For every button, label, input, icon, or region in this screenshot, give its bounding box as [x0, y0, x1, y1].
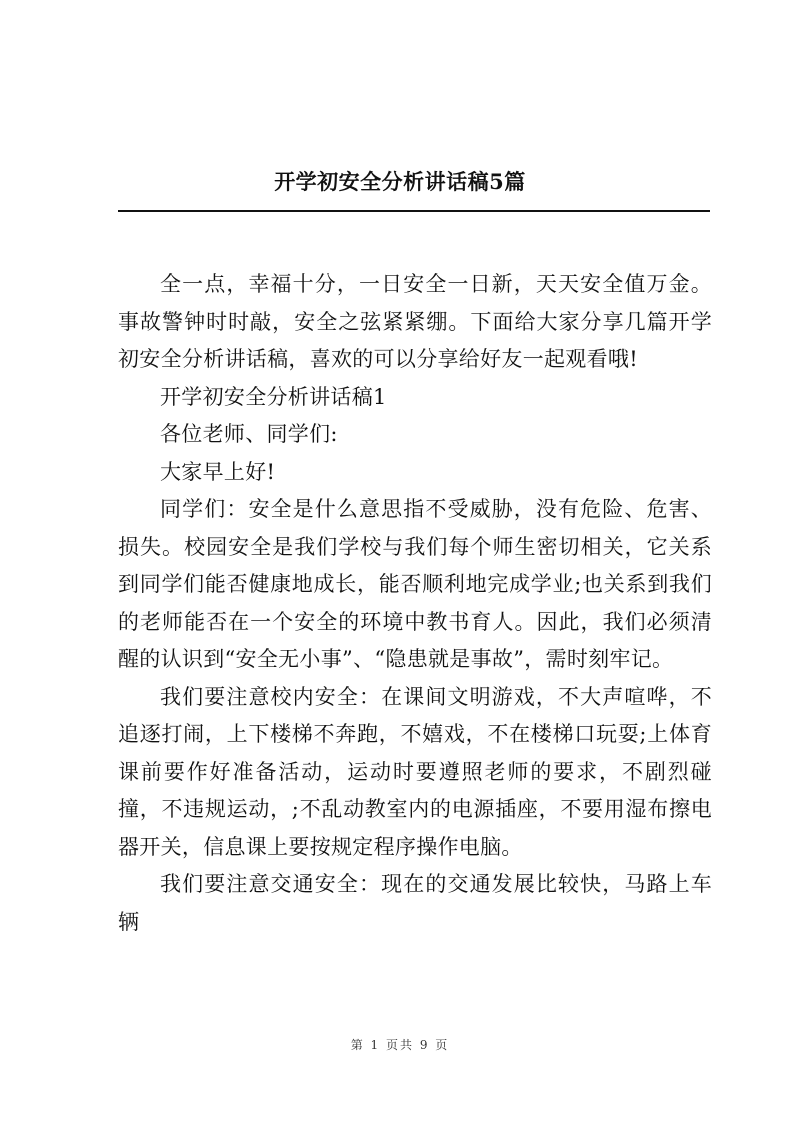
- paragraph-campus-safety: 我们要注意校内安全：在课间文明游戏，不大声喧哗，不追逐打闹，上下楼梯不奔跑，不嬉戏，不在楼梯口玩耍;上体育课前要作好准备活动，运动时要遵照老师的要求，不剧烈碰撞，不违规运动，;不乱动教室内的电源插座，不要用湿布擦电器开关，信息课上要按规定程序操作电脑。: [118, 684, 712, 859]
- paragraph-greeting: 大家早上好!: [160, 459, 276, 484]
- document-body: [118, 266, 712, 941]
- paragraph-subtitle: 开学初安全分析讲话稿1: [160, 384, 387, 409]
- document-title: 开学初安全分析讲话稿5篇: [274, 169, 526, 194]
- title-divider: [118, 210, 710, 212]
- page-footer: 第 1 页共 9 页: [350, 1038, 450, 1052]
- paragraph-traffic-safety: 我们要注意交通安全：现在的交通发展比较快，马路上车辆: [118, 872, 712, 934]
- paragraph-safety-meaning: 同学们：安全是什么意思指不受威胁，没有危险、危害、损失。校园安全是我们学校与我们每个师生密切相关，它关系到同学们能否健康地成长，能否顺利地完成学业;也关系到我们的老师能否在一个安全的环境中教书育人。因此，我们必须清醒的认识到“安全无小事”、“隐患就是事故”，需时刻牢记。: [118, 497, 712, 671]
- paragraph-intro: 全一点，幸福十分，一日安全一日新，天天安全值万金。事故警钟时时敲，安全之弦紧紧绷。下面给大家分享几篇开学初安全分析讲话稿，喜欢的可以分享给好友一起观看哦!: [118, 272, 712, 371]
- paragraph-salutation: 各位老师、同学们:: [160, 422, 338, 446]
